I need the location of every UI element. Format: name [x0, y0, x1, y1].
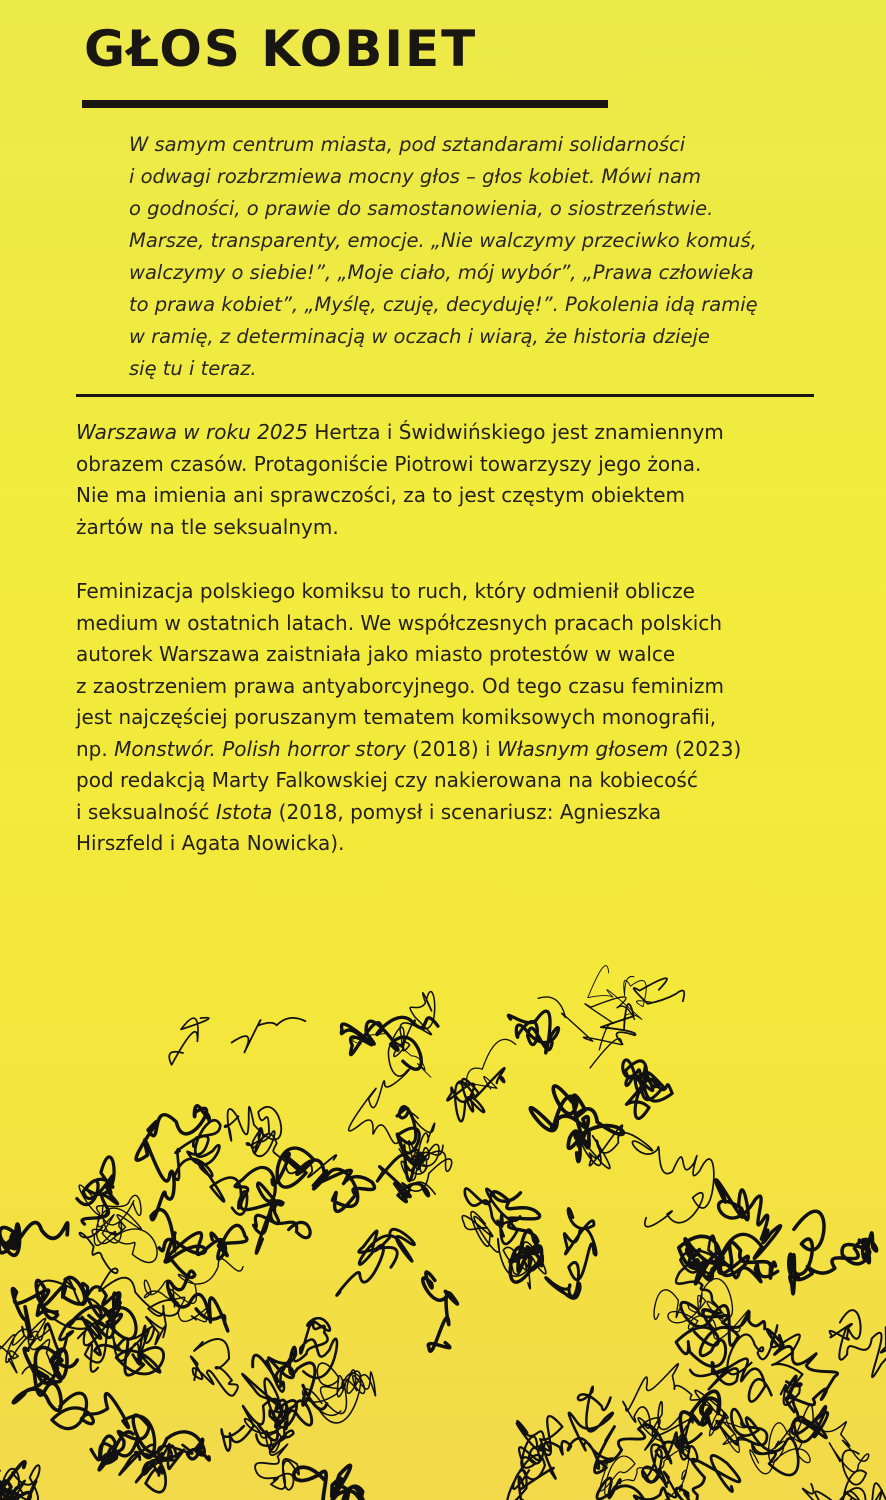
work-title: Warszawa w roku 2025	[76, 420, 308, 444]
scribble-stroke	[69, 1284, 137, 1340]
body-line: Nie ma imienia ani sprawczości, za to jest częstym obiektem	[76, 483, 686, 507]
scribble-stroke	[624, 976, 652, 1006]
lead-line: się tu i teraz.	[129, 357, 257, 380]
work-title: Istota	[215, 799, 273, 824]
body-line: Hirszfeld i Agata Nowicka).	[76, 831, 345, 855]
scribble-illustration	[0, 960, 886, 1500]
lead-line: Marsze, transparenty, emocje. „Nie walczymy przeciwko komuś,	[129, 229, 757, 252]
scribble-stroke	[377, 1107, 428, 1202]
scribble-stroke	[136, 1106, 209, 1261]
lead-line: to prawa kobiet”, „Myślę, czuję, decyduję!”. Pokolenia idą ramię	[129, 293, 758, 316]
title-underline	[82, 100, 608, 108]
scribble-stroke	[690, 1359, 771, 1402]
lead-line: walczymy o siebie!”, „Moje ciało, mój wybór”, „Prawa człowieka	[129, 261, 754, 284]
body-paragraph-2	[76, 576, 816, 860]
body-line: obrazem czasów. Protagoniście Piotrowi towarzyszy jego żona.	[76, 451, 702, 476]
body-line: autorek Warszawa zaistniała jako miasto protestów w walce	[76, 642, 676, 666]
scribble-stroke	[519, 1387, 613, 1500]
scribble-stroke	[245, 1419, 299, 1490]
scribble-stroke	[169, 1018, 209, 1065]
body-line-text: i seksualność	[76, 799, 216, 824]
body-paragraph-1	[76, 417, 816, 543]
work-title: Monstwór. Polish horror story	[114, 736, 406, 761]
scribble-stroke	[830, 1310, 886, 1377]
body-line: z zaostrzeniem prawa antyaborcyjnego. Od tego czasu feminizm	[76, 673, 724, 698]
body-line: jest najczęściej poruszanym tematem komiksowych monografii,	[76, 705, 717, 729]
body-line-text: (2018) i	[405, 736, 497, 761]
scribble-stroke	[191, 1339, 238, 1396]
scribble-stroke	[423, 1272, 458, 1351]
scribble-stroke	[634, 978, 685, 1004]
body-line: pod redakcją Marty Falkowskiej czy nakierowana na kobiecość	[76, 768, 698, 792]
lead-line: w ramię, z determinacją w oczach i wiarą, że historia dzieje	[129, 325, 710, 348]
body-line-text: (2018, pomysł i scenariusz: Agnieszka	[272, 799, 662, 824]
scribble-stroke	[767, 1329, 837, 1412]
scribble-stroke	[588, 966, 642, 1021]
body-line	[76, 417, 816, 449]
lead-line: i odwagi rozbrzmiewa mocny głos – głos kobiet. Mówi nam	[129, 165, 702, 188]
panel-title: GŁOS KOBIET	[84, 20, 478, 78]
scribble-stroke	[623, 1060, 673, 1119]
scribble-stroke	[582, 1125, 713, 1227]
lead-paragraph	[129, 129, 829, 385]
body-line-text: Hertza i Świdwińskiego jest znamiennym	[308, 420, 724, 444]
scribble-stroke	[507, 1416, 562, 1500]
body-line-text: (2023)	[668, 736, 742, 761]
scribble-stroke	[13, 1347, 77, 1410]
scribble-stroke	[546, 1209, 597, 1299]
scribble-stroke	[508, 1011, 558, 1053]
scribble-stroke	[337, 1229, 415, 1295]
scribble-stroke	[294, 1465, 363, 1500]
body-line: żartów na tle seksualnym.	[76, 514, 339, 539]
scribble-stroke	[52, 1393, 155, 1460]
scribble-stroke	[789, 1211, 877, 1294]
scribble-stroke	[803, 1450, 886, 1500]
scribble-stroke	[458, 1039, 516, 1089]
body-line: Feminizacja polskiego komiksu to ruch, który odmienił oblicze	[76, 579, 695, 603]
scribble-stroke	[0, 1223, 68, 1256]
body-line-text: np.	[76, 736, 115, 761]
scribble-stroke	[272, 1148, 374, 1211]
body-line	[76, 734, 816, 766]
lead-line: W samym centrum miasta, pod sztandarami solidarności	[129, 133, 686, 156]
body-line: medium w ostatnich latach. We współczesnych pracach polskich	[76, 610, 723, 635]
scribble-stroke	[447, 1068, 504, 1121]
scribble-stroke	[232, 1018, 306, 1053]
scribble-stroke	[225, 1107, 337, 1178]
lead-line: o godności, o prawie do samostanowienia, o siostrzeństwie.	[129, 197, 714, 220]
section-divider	[76, 394, 814, 397]
scribble-stroke	[530, 1086, 623, 1162]
body-line	[76, 797, 816, 829]
work-title: Własnym głosem	[496, 736, 669, 761]
